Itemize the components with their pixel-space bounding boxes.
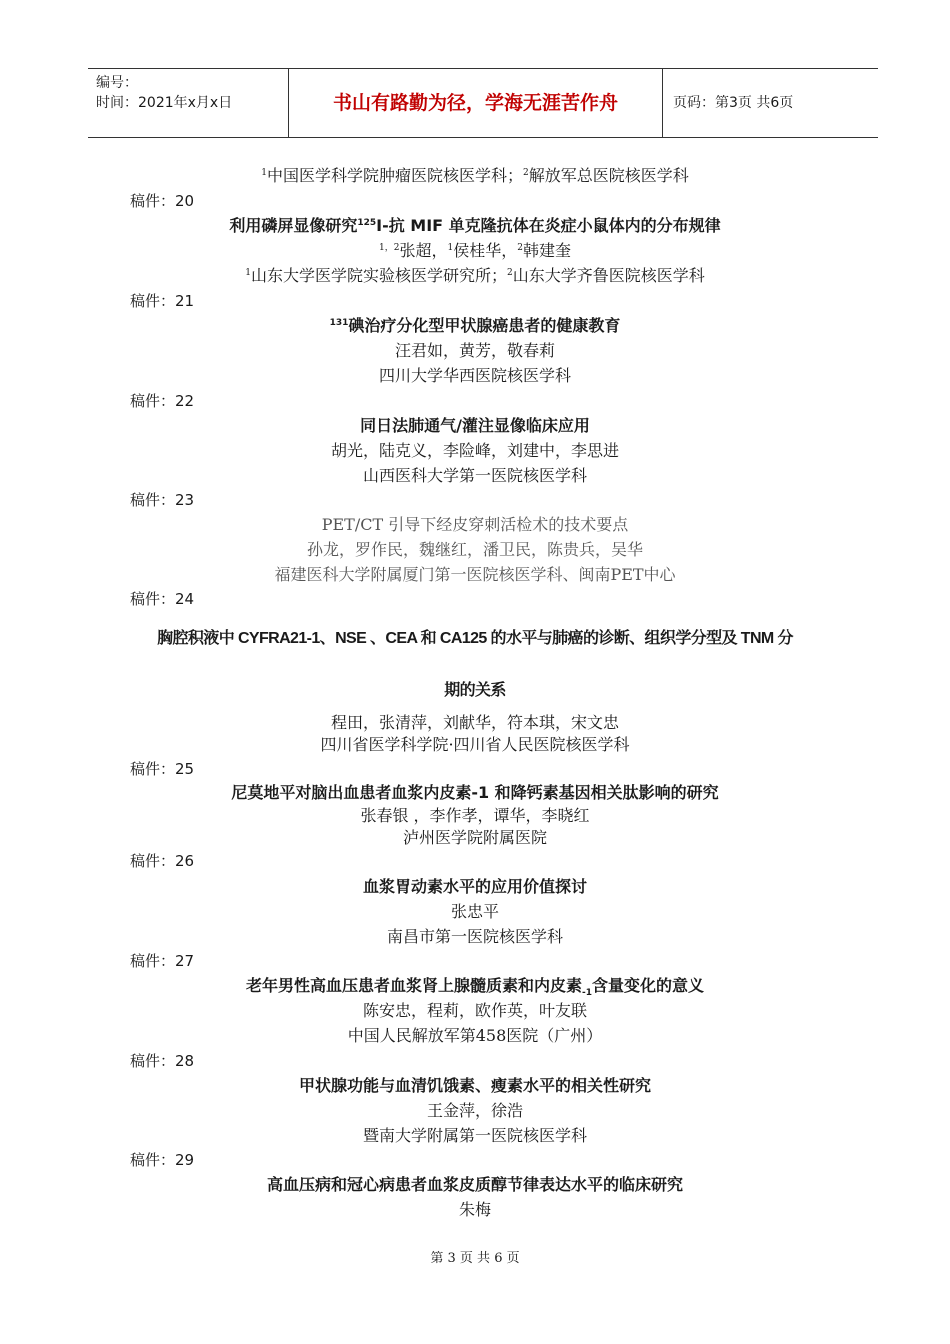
manuscript-label: 稿件：24 xyxy=(130,590,195,608)
affiliation-line: 暨南大学附属第一医院核医学科 xyxy=(362,1126,587,1145)
text-segment: 含量变化的意义 xyxy=(592,976,705,995)
superscript-mark: 125 xyxy=(357,218,377,228)
header-motto: 书山有路勤为径，学海无涯苦作舟 xyxy=(289,69,663,137)
superscript-mark: 131 xyxy=(329,318,349,328)
affiliation-line: 山西医科大学第一医院核医学科 xyxy=(362,466,587,485)
article-title: 同日法肺通气/灌注显像临床应用 xyxy=(360,416,590,435)
superscript-mark: 1 xyxy=(261,168,267,178)
manuscript-label: 稿件：20 xyxy=(130,192,195,210)
affiliation-line xyxy=(0,263,950,286)
header-time: 时间：2021年x月x日 xyxy=(96,95,233,111)
article-title: 尼莫地平对脑出血患者血浆内皮素-1 和降钙素基因相关肽影响的研究 xyxy=(231,783,719,802)
affiliation-line: 中国人民解放军第458医院（广州） xyxy=(347,1026,603,1045)
text-segment: I-抗 MIF 单克隆抗体在炎症小鼠体内的分布规律 xyxy=(376,216,721,235)
affiliation-line: 四川省医学科学院·四川省人民医院核医学科 xyxy=(320,735,630,754)
author-line: 王金萍，徐浩 xyxy=(426,1101,523,1120)
article-title: 胸腔积液中 CYFRA21-1、NSE 、CEA 和 CA125 的水平与肺癌的诊断、组织学分型及 TNM 分 xyxy=(157,630,793,647)
article-title: 甲状腺功能与血清饥饿素、瘦素水平的相关性研究 xyxy=(298,1076,651,1095)
affiliation-line: 泸州医学院附属医院 xyxy=(402,828,547,847)
manuscript-label: 稿件：29 xyxy=(130,1151,195,1169)
author-line: 张春银 ，李作孝，谭华，李晓红 xyxy=(360,806,590,825)
author-line xyxy=(0,238,950,261)
superscript-mark: 1 xyxy=(245,268,251,278)
author-line: 陈安忠，程莉，欧作英，叶友联 xyxy=(362,1001,587,1020)
manuscript-label: 稿件：26 xyxy=(130,852,195,870)
superscript-mark: 2 xyxy=(517,243,523,253)
manuscript-label: 稿件：23 xyxy=(130,491,195,509)
manuscript-label: 稿件：22 xyxy=(130,392,195,410)
text-segment: 山东大学医学院实验核医学研究所； xyxy=(250,266,507,285)
superscript-mark: 2 xyxy=(523,168,529,178)
affiliation-line xyxy=(0,163,950,186)
article-title xyxy=(0,313,950,336)
superscript-mark: 1，2 xyxy=(379,243,400,253)
article-title-cont: 期的关系 xyxy=(444,682,506,699)
affiliation-line: 南昌市第一医院核医学科 xyxy=(386,927,563,946)
article-title xyxy=(0,973,950,998)
manuscript-label: 稿件：21 xyxy=(130,292,195,310)
article-title: 血浆胃动素水平的应用价值探讨 xyxy=(362,877,587,896)
author-line: 程田，张清萍，刘献华，符本琪，宋文忠 xyxy=(330,713,619,732)
article-title: 高血压病和冠心病患者血浆皮质醇节律表达水平的临床研究 xyxy=(266,1175,683,1194)
header-meta xyxy=(88,69,289,137)
text-segment: 老年男性高血压患者血浆肾上腺髓质素和内皮素 xyxy=(245,976,582,995)
article-title xyxy=(0,213,950,236)
text-segment: 解放军总医院核医学科 xyxy=(528,166,689,185)
text-segment: 张超， xyxy=(399,241,448,260)
affiliation-line: 四川大学华西医院核医学科 xyxy=(378,366,571,385)
text-segment: 利用磷屏显像研究 xyxy=(229,216,358,235)
header-page: 页码：第3页 共6页 xyxy=(673,95,794,111)
text-segment: 韩建奎 xyxy=(522,241,571,260)
manuscript-label: 稿件：25 xyxy=(130,760,195,778)
author-line: 张忠平 xyxy=(450,902,499,921)
subscript-mark: -1 xyxy=(582,988,592,999)
affiliation-line: 福建医科大学附属厦门第一医院核医学科、闽南PET中心 xyxy=(274,565,676,584)
author-line: 朱梅 xyxy=(458,1200,491,1219)
text-segment: 侯桂华， xyxy=(453,241,518,260)
article-title: PET/CT 引导下经皮穿刺活检术的技术要点 xyxy=(321,515,629,534)
manuscript-label: 稿件：28 xyxy=(130,1052,195,1070)
manuscript-label: 稿件：27 xyxy=(130,952,195,970)
author-line: 胡光，陆克义，李险峰，刘建中，李思进 xyxy=(330,441,619,460)
superscript-mark: 1 xyxy=(447,243,454,253)
page-header xyxy=(88,68,878,138)
text-segment: 山东大学齐鲁医院核医学科 xyxy=(512,266,705,285)
text-segment: 碘治疗分化型甲状腺癌患者的健康教育 xyxy=(348,316,621,335)
superscript-mark: 2 xyxy=(507,268,513,278)
author-line: 汪君如，黄芳，敬春莉 xyxy=(394,341,555,360)
header-number: 编号： xyxy=(96,75,138,91)
page-footer: 第 3 页 共 6 页 xyxy=(430,1251,520,1266)
author-line: 孙龙，罗作民，魏继红，潘卫民，陈贵兵，吴华 xyxy=(306,540,643,559)
text-segment: 中国医学科学院肿瘤医院核医学科； xyxy=(266,166,523,185)
